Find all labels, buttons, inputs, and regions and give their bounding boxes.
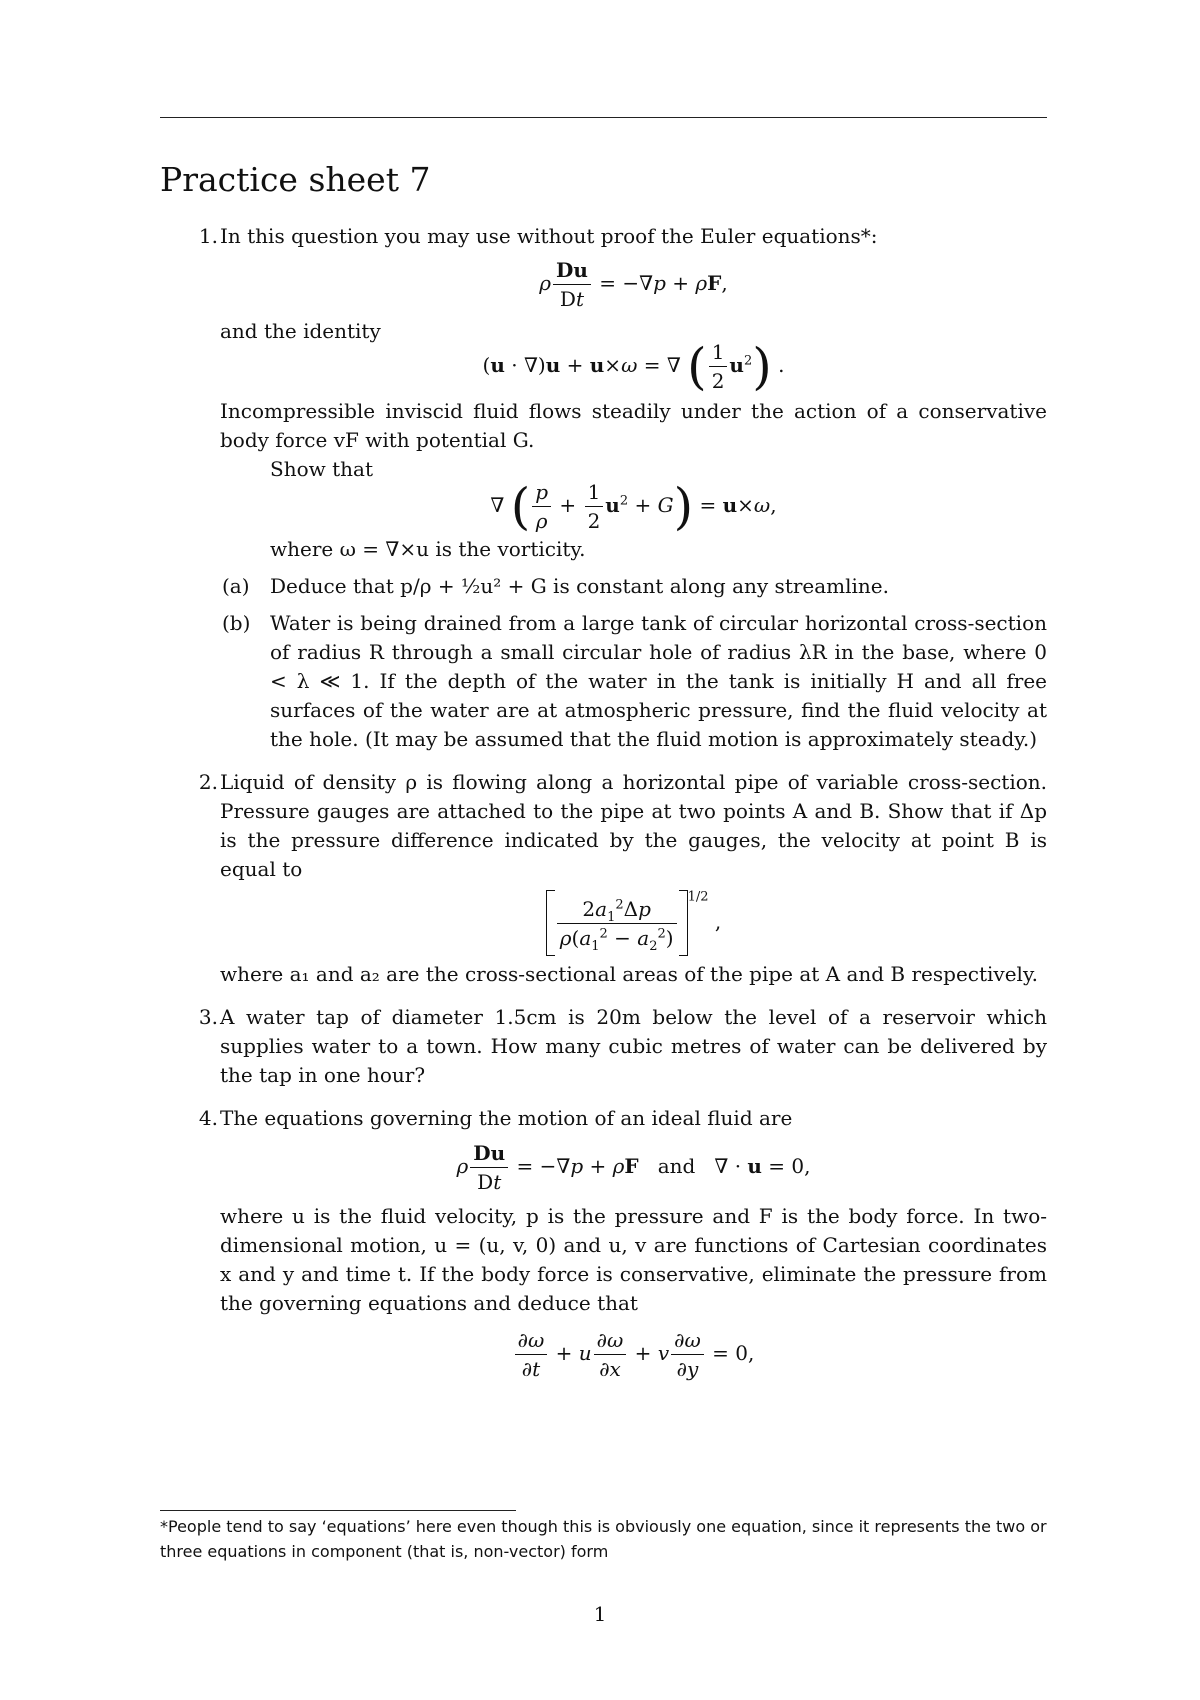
part-a-label: (a) <box>222 574 250 598</box>
question-number: 2. <box>198 770 218 794</box>
part-b <box>160 609 1047 754</box>
question-1 <box>160 222 1047 754</box>
ideal-fluid-equations: ρ $\frac{Du}{Dt}$ = −∇p + ρF and ∇ · u = 0, <box>456 1141 811 1194</box>
footnote-rule <box>160 1510 516 1511</box>
question-1-paragraph: Incompressible inviscid fluid flows steadily under the action of a conservative body force vF with potential G. <box>220 399 1047 452</box>
show-that-label: Show that <box>270 457 373 481</box>
question-4-text: where u is the fluid velocity, p is the pressure and F is the body force. In two-dimensional motion, u = (u, v, 0) and u, v are functions of Cartesian coordinates x and y and time t. If the body force is conservative, eliminate the pressure from the governing equations and deduce that <box>220 1204 1047 1315</box>
vorticity-definition: where ω = ∇×u is the vorticity. <box>270 537 586 561</box>
question-4 <box>160 1104 1047 1383</box>
vector-identity: (u · ∇)u + u×ω = ∇ ( $\frac{1}{2}$ $u^2$) . <box>482 337 785 396</box>
question-list <box>160 222 1047 1383</box>
question-3 <box>160 1003 1047 1090</box>
and-word: and <box>657 1154 696 1178</box>
part-b-label: (b) <box>222 611 251 635</box>
footnote: *People tend to say ‘equations’ here even though this is obviously one equation, since it represents the two or three equations in component (that is, non-vector) form <box>160 1517 1047 1561</box>
question-2-where: where a₁ and a₂ are the cross-sectional areas of the pipe at A and B respectively. <box>220 962 1038 986</box>
part-a-text: Deduce that p/ρ + ½u² + G is constant along any streamline. <box>270 574 890 598</box>
page-title: Practice sheet 7 <box>160 160 431 199</box>
identity-label: and the identity <box>220 319 381 343</box>
question-2-text: Liquid of density ρ is flowing along a horizontal pipe of variable cross-section. Pressure gauges are attached to the pipe at two points A and B. Show that if Δp is the pressure difference indicated by the gauges, the velocity at point B is equal to <box>220 770 1047 881</box>
part-b-text: Water is being drained from a large tank of circular horizontal cross-section of radius R through a small circular hole of radius λR in the base, where 0 < λ ≪ 1. If the depth of the water in the tank is initially H and all free surfaces of the water are at atmospheric pressure, find the fluid velocity at the hole. (It may be assumed that the fluid motion is approximately steady.) <box>270 611 1047 751</box>
bernoulli-gradient-equation: ∇ ( $\frac{p}{\rho}$ + $\frac{1}{2}$ $u^2 + G) = u\times\omega$, <box>490 477 777 536</box>
question-1-intro: In this question you may use without proof the Euler equations*: <box>220 224 878 248</box>
header-rule <box>160 117 1047 118</box>
part-a <box>160 572 1047 601</box>
vorticity-equation: $\frac{\partial\omega}{\partial t}$ + u $\frac{\partial\omega}{\partial x}$ + v $\frac{\partial\omega}{\partial y}$ = 0, <box>220 1326 1047 1383</box>
euler-equation: ρ $\frac{Du}{Dt}$ = −∇p + ρF, <box>539 258 728 311</box>
page-number: 1 <box>593 1602 607 1626</box>
question-number: 1. <box>198 224 218 248</box>
question-number: 4. <box>198 1106 218 1130</box>
question-2 <box>160 768 1047 989</box>
question-4-intro: The equations governing the motion of an ideal fluid are <box>220 1106 793 1130</box>
question-number: 3. <box>198 1005 218 1029</box>
question-3-text: A water tap of diameter 1.5cm is 20m below the level of a reservoir which supplies water to a town. How many cubic metres of water can be delivered by the tap in one hour? <box>220 1005 1047 1087</box>
velocity-formula: $\frac{2a_1^2\Delta p}{\rho(a_1^2 - a_2^2)}$ $^{1/2}$ , <box>220 890 1047 956</box>
